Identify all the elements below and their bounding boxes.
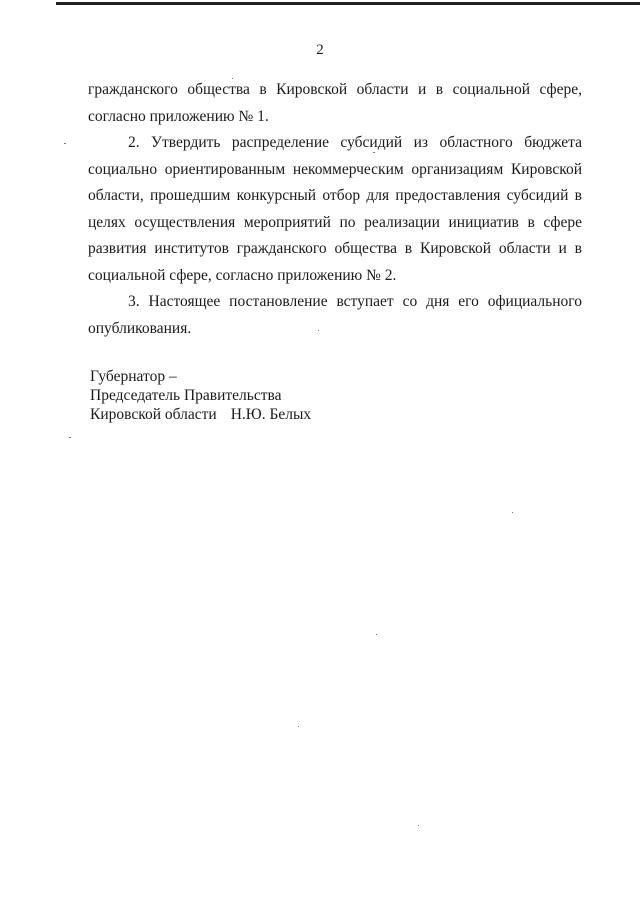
signature-block (90, 367, 311, 424)
scan-speck (512, 512, 513, 513)
scan-speck (232, 78, 233, 79)
scan-border-line (56, 2, 640, 5)
paragraph-continuation: гражданского общества в Кировской области и в социальной сфере, согласно приложению № 1. (88, 81, 582, 125)
signature-region-name-line (90, 405, 311, 424)
scan-speck (64, 143, 66, 144)
page-number: 2 (316, 42, 324, 58)
scan-speck (318, 330, 319, 331)
paragraph-item-3: 3. Настоящее постановление вступает со дня его официального опубликования. (88, 293, 582, 337)
scan-speck (418, 825, 419, 826)
signatory-name: Н.Ю. Белых (230, 406, 312, 423)
scan-speck (298, 726, 299, 727)
scan-speck (69, 437, 71, 438)
scan-speck (373, 152, 375, 153)
scan-speck (376, 634, 377, 635)
paragraph-item-2: 2. Утвердить распределение субсидий из областного бюджета социально ориентированным некоммерческим организациям Кировской области, прошедшим конкурсный отбор для предоставления субсидий в целях осуществления мероприятий по реализации инициатив в сфере развития институтов гражданского общества в Кировской области и в социальной сфере, согласно приложению № 2. (88, 134, 582, 284)
signature-region: Кировской области (90, 406, 217, 423)
signature-position-line: Председатель Правительства (90, 387, 282, 404)
document-body (88, 77, 582, 342)
signature-title-line: Губернатор – (90, 368, 177, 385)
